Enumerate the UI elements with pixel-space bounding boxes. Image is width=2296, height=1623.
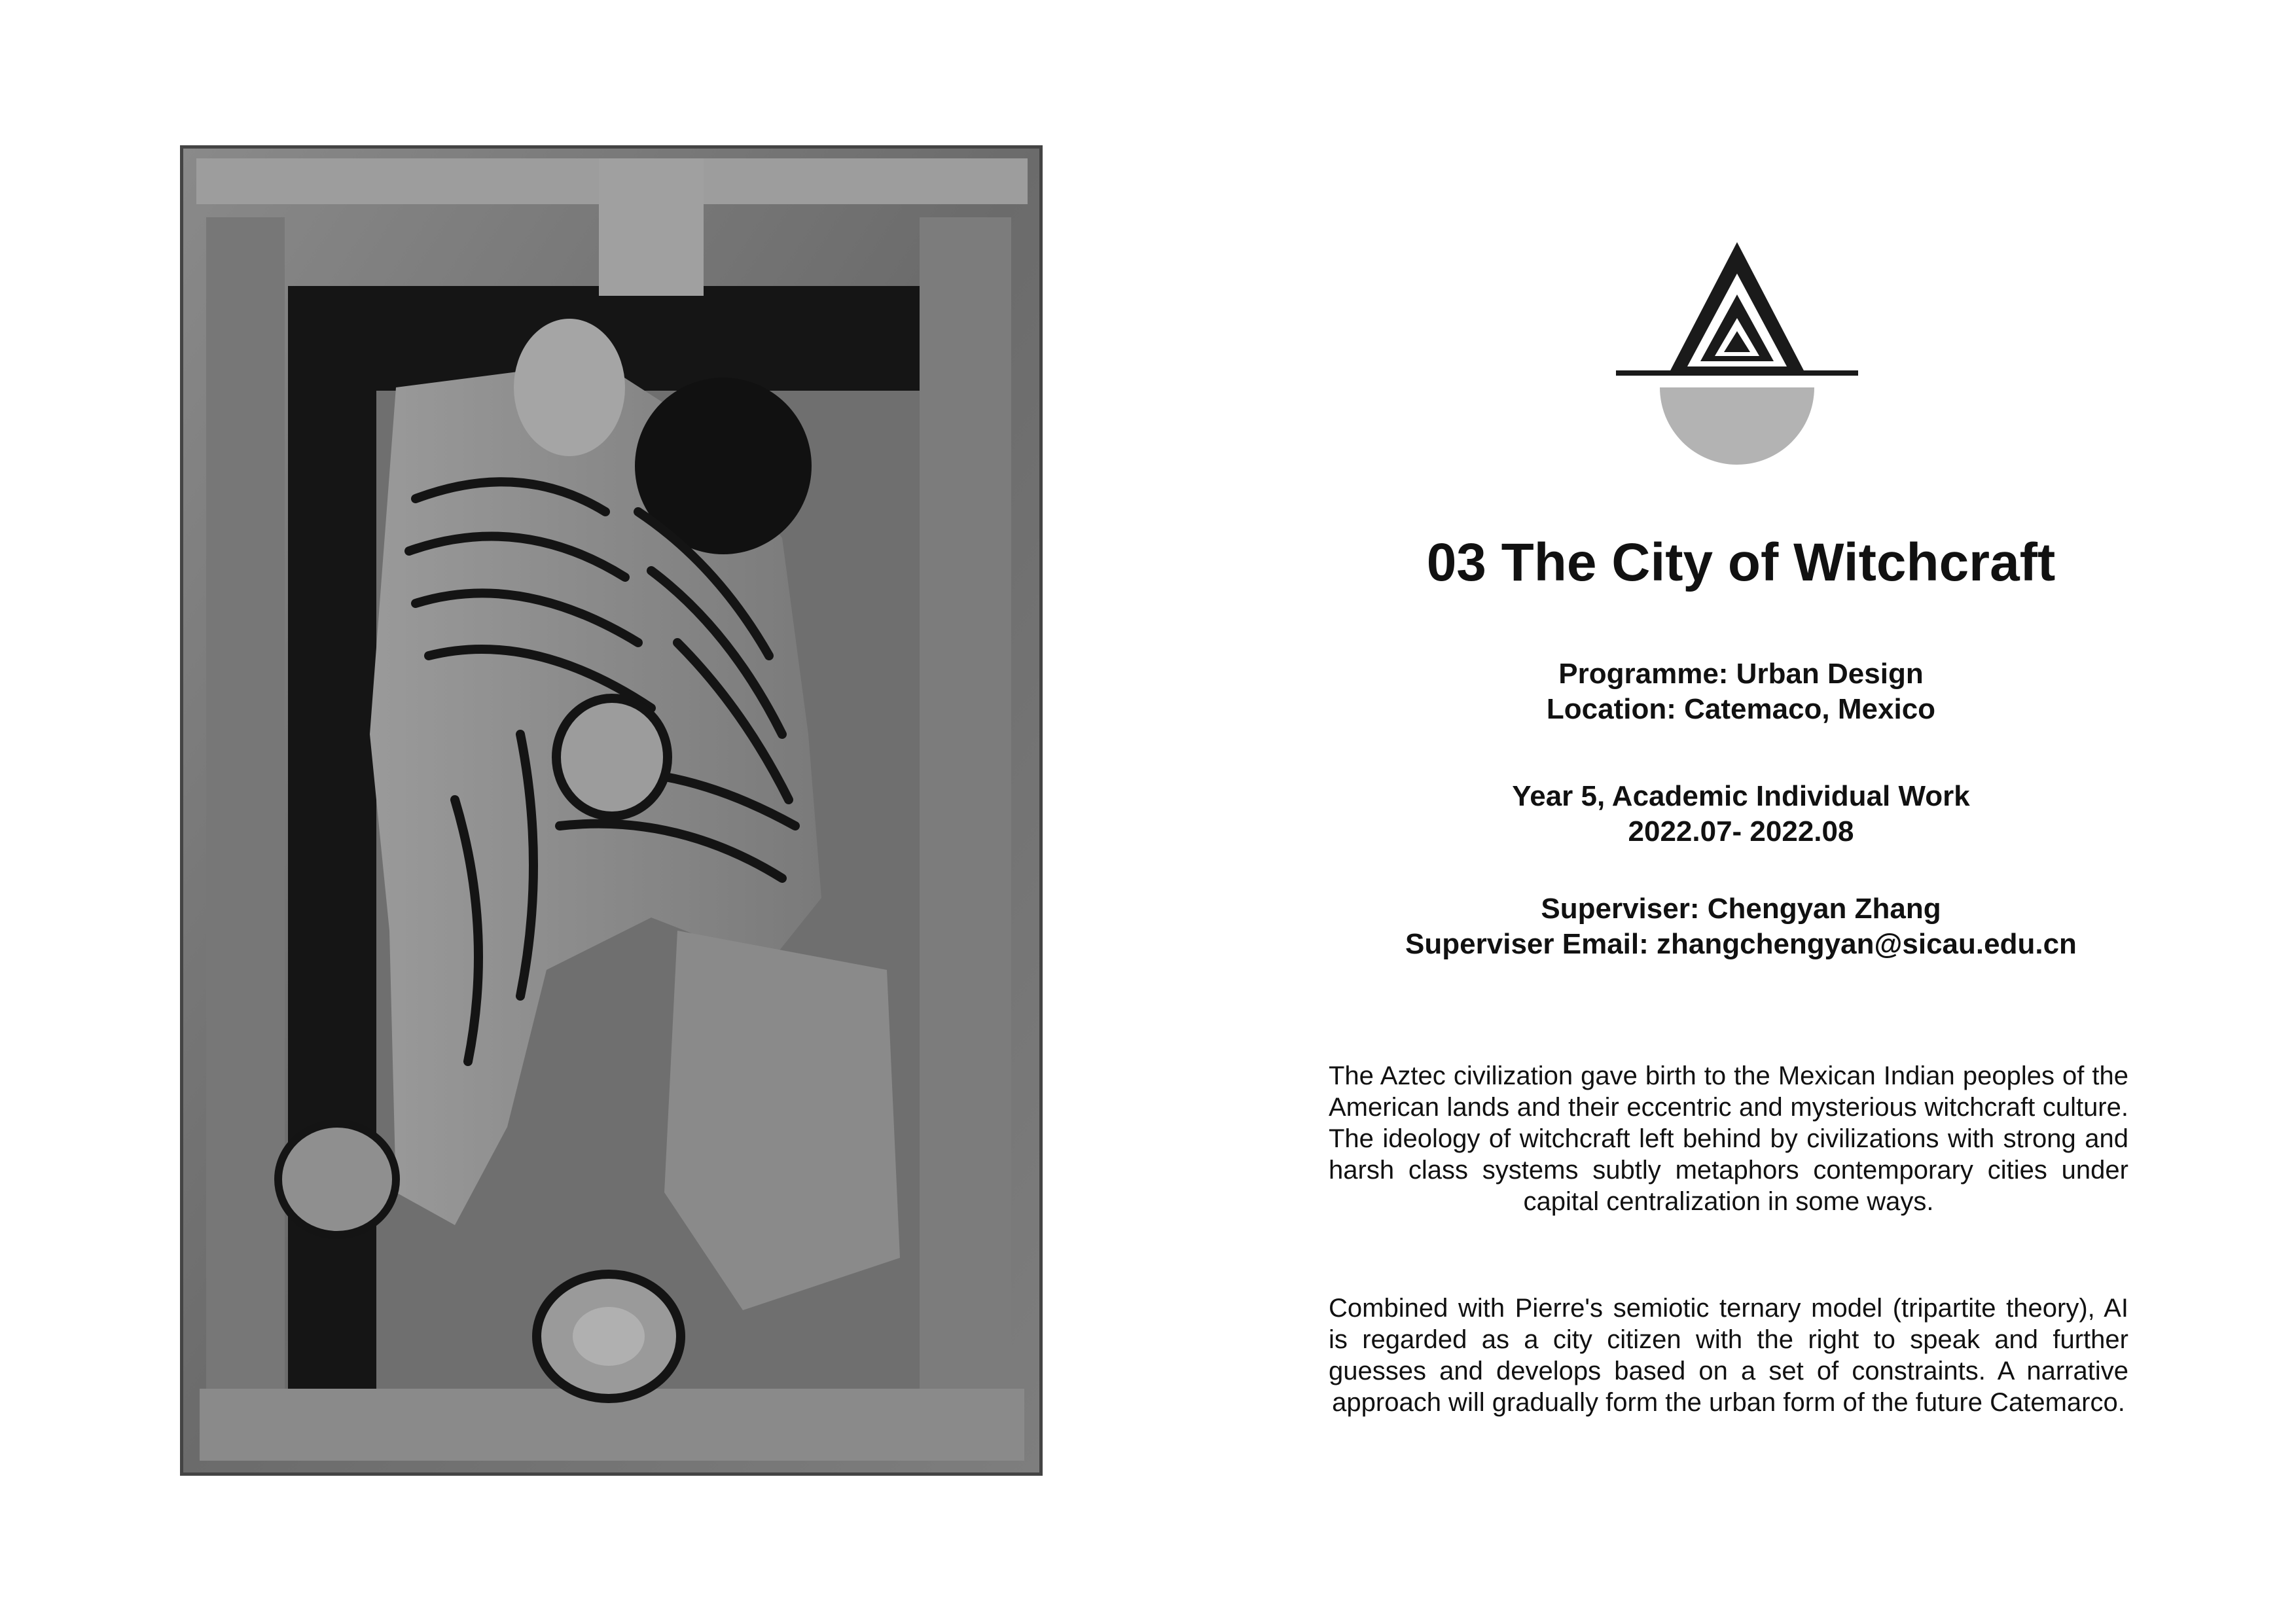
description-paragraph-2: Combined with Pierre's semiotic ternary model (tripartite theory), AI is regarded as a city citizen with the right to speak and further guesses and develops based on a set of constraints. A narrative approach will gradually form the urban form of the future Catemarco. [1329,1294,2128,1417]
dates-text: 2022.07- 2022.08 [1628,815,1854,847]
year-dates-block [1283,779,2199,849]
project-title: 03 The City of Witchcraft [1426,533,2056,592]
location-text: Location: Catemaco, Mexico [1546,693,1936,725]
supervisor-email-text: Superviser Email: zhangchengyan@sicau.edu.cn [1405,928,2077,960]
description-paragraph-1: The Aztec civilization gave birth to the Mexican Indian peoples of the American lands and their eccentric and mysterious witchcraft culture. The ideology of witchcraft left behind by civilizations with strong and harsh class systems subtly metaphors contemporary cities under capital centralization in some ways. [1329,1061,2128,1216]
programme-text: Programme: Urban Design [1558,658,1924,690]
programme-location-block [1283,656,2199,727]
triangle-semicircle-logo [1613,236,1861,471]
carved-relief-artwork [180,145,1043,1476]
supervisor-block [1283,891,2199,962]
year-text: Year 5, Academic Individual Work [1512,780,1970,812]
supervisor-text: Superviser: Chengyan Zhang [1541,893,1941,925]
